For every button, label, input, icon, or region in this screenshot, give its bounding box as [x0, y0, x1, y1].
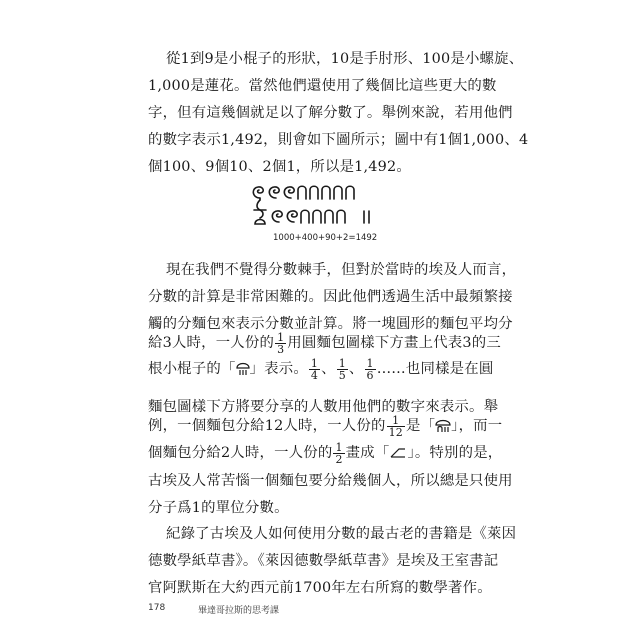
text-line: [148, 414, 502, 438]
arch-10-icon: [322, 186, 330, 199]
half-sign-icon: [389, 447, 407, 459]
text-segment: 是「: [405, 418, 436, 434]
text-segment: 個麵包分給2人時，一人份的: [148, 445, 333, 461]
text-line: [148, 357, 493, 381]
fraction-numerator: 1: [310, 356, 319, 370]
fraction-denominator: 2: [335, 452, 343, 466]
text-line: 觸的分麵包來表示分數並計算。將一塊圓形的麵包平均分: [148, 316, 513, 332]
fraction-denominator: 4: [310, 368, 319, 382]
arch-10-icon: [346, 186, 354, 199]
fraction-numerator: 1: [387, 415, 405, 427]
bread-twelve-icon: [435, 419, 451, 433]
text-segment: ……也同樣是在圓: [376, 361, 494, 377]
text-line: 現在我們不覺得分數棘手，但對於當時的埃及人而言，: [166, 262, 517, 278]
fraction-numerator: 1: [338, 356, 346, 370]
fraction-one-fourth: [309, 358, 320, 381]
fraction-denominator: 3: [277, 342, 285, 356]
text-line: 古埃及人常苦惱一個麵包要分給幾個人，所以總是只使用: [148, 473, 513, 489]
arch-10-icon: [301, 210, 309, 223]
fraction-one-third: [275, 332, 286, 355]
arch-10-icon: [325, 210, 333, 223]
page-number: 178: [148, 603, 166, 613]
text-line: 1,000是蓮花。當然他們還使用了幾個比這些更大的數: [148, 78, 497, 94]
coil-100-icon: [287, 211, 297, 222]
text-line: [148, 331, 501, 355]
text-segment: 給3人時，一人份的: [148, 335, 275, 351]
fraction-numerator: 1: [277, 330, 285, 344]
fraction-denominator: 5: [338, 368, 346, 382]
text-line: [148, 441, 502, 465]
lotus-1000-icon: [254, 200, 266, 224]
coil-100-icon: [272, 211, 282, 222]
text-segment: 根小棍子的「: [148, 361, 236, 377]
text-line: 個100、9個10、2個1，所以是1,492。: [148, 159, 411, 175]
coil-100-icon: [269, 187, 279, 198]
separator: 、: [348, 361, 364, 377]
text-line: 分數的計算是非常困難的。因此他們透過生活中最頻繁接: [148, 289, 513, 305]
arch-10-icon: [337, 210, 345, 223]
hieroglyph-numeral-figure: [246, 180, 406, 230]
text-line: 麵包圖樣下方將要分享的人數用他們的數字來表示。舉: [148, 399, 499, 415]
figure-caption: 1000+400+90+2=1492: [273, 233, 378, 243]
arch-10-icon: [334, 186, 342, 199]
text-line: 的數字表示1,492，則會如下圖所示；圖中有1個1,000、4: [148, 132, 529, 148]
text-line: 紀錄了古埃及人如何使用分數的最古老的書籍是《萊因: [166, 526, 517, 542]
fraction-denominator: 12: [388, 425, 403, 439]
spiral-100-icon: [253, 187, 263, 200]
fraction-one-twelfth: [387, 415, 405, 438]
separator: 、: [321, 361, 336, 377]
coil-100-icon: [284, 187, 294, 198]
fraction-one-sixth: [365, 358, 376, 381]
text-line: 字，但有這幾個就足以了解分數了。舉例來說，若用他們: [148, 105, 513, 121]
text-line: 從1到9是小棍子的形狀，10是手肘形、100是小螺旋、: [166, 51, 524, 67]
bread-three-sticks-icon: [236, 362, 250, 376]
text-line: 德數學紙草書》。《萊因德數學紙草書》是埃及王室書記: [148, 553, 499, 569]
text-segment: 用圓麵包圖樣下方畫上代表3的三: [287, 335, 501, 351]
arch-10-icon: [313, 210, 321, 223]
fraction-numerator: 1: [366, 356, 374, 370]
text-segment: 」表示。: [249, 361, 308, 377]
fraction-numerator: 1: [335, 440, 343, 454]
text-segment: 例，一個麵包分給12人時，一人份的: [148, 418, 386, 434]
fraction-one-half: [333, 442, 344, 465]
arch-10-icon: [310, 186, 318, 199]
text-line: 分子爲1的單位分數。: [148, 500, 289, 516]
arch-10-icon: [298, 186, 306, 199]
running-title: 畢達哥拉斯的思考課: [198, 606, 280, 616]
text-segment: 畫成「: [345, 445, 390, 461]
fraction-one-fifth: [337, 358, 348, 381]
text-segment: 」。特別的是，: [407, 445, 503, 461]
text-line: 官阿默斯在大約西元前1700年左右所寫的數學著作。: [148, 580, 492, 596]
fraction-denominator: 6: [366, 368, 374, 382]
text-segment: 」，而一: [451, 418, 503, 434]
